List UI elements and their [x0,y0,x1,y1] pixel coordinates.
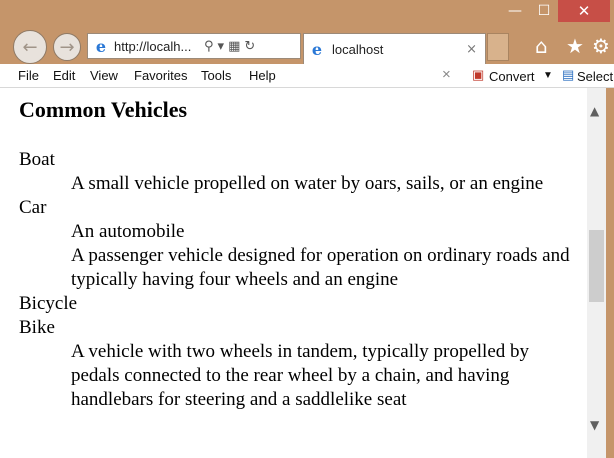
minimize-button[interactable]: — [508,3,522,19]
definition-term: Car [19,197,47,218]
back-arrow-icon: ← [22,36,38,58]
search-icon[interactable]: ⚲ [204,38,214,54]
vertical-scrollbar[interactable] [587,88,606,458]
menu-favorites[interactable]: Favorites [134,68,188,83]
maximize-button[interactable]: ☐ [537,3,551,19]
tab-favicon-icon: e [311,39,323,59]
menu-view[interactable]: View [90,68,118,83]
convert-dropdown-icon[interactable]: ▼ [543,70,553,81]
home-icon[interactable]: ⌂ [535,34,548,58]
refresh-icon[interactable]: ↻ [244,38,256,54]
definition-term: Bicycle [19,293,78,314]
menu-help[interactable]: Help [249,68,276,83]
definition-description: A small vehicle propelled on water by oars, sails, or an engine [71,173,544,194]
convert-button[interactable]: Convert [489,69,535,84]
definition-description: A passenger vehicle designed for operation on ordinary roads and typically having four wheels and an engine [71,245,570,290]
address-url[interactable]: http://localh... [114,38,192,54]
tab-localhost[interactable] [303,33,486,64]
close-button[interactable]: ✕ [558,0,610,22]
compatibility-view-icon[interactable]: ▦ [228,38,241,54]
ie-logo-icon: e [95,36,107,56]
favorites-icon[interactable]: ★ [566,34,584,58]
page-content [0,88,587,458]
definition-term: Bike [19,317,55,338]
menu-file[interactable]: File [18,68,39,83]
scroll-up-icon[interactable]: ▲ [590,104,600,118]
select-icon[interactable]: ▤ [562,67,575,82]
menubar-close-icon[interactable]: × [442,66,451,83]
menu-tools[interactable]: Tools [201,68,232,83]
new-tab-button[interactable] [487,33,509,61]
window-border [606,88,614,458]
scroll-down-icon[interactable]: ▼ [590,418,600,432]
forward-arrow-icon: → [59,36,75,58]
forward-button[interactable] [53,33,81,61]
menu-bar [0,64,614,88]
page-heading: Common Vehicles [19,97,188,122]
definition-description: An automobile [71,221,185,242]
definition-term: Boat [19,149,55,170]
convert-icon[interactable]: ▣ [472,67,485,82]
select-button[interactable]: Select [577,69,614,84]
definition-description: A vehicle with two wheels in tandem, typically propelled by pedals connected to the rear wheel by a chain, and having handlebars for steering and a saddlelike seat [71,341,530,410]
definition-list [19,148,579,412]
settings-icon[interactable]: ⚙ [592,34,610,58]
address-bar[interactable] [87,33,301,59]
tab-title: localhost [332,41,384,57]
address-dropdown-icon[interactable]: ▾ [217,38,225,54]
scroll-thumb[interactable] [589,230,604,302]
back-button[interactable] [13,30,47,64]
tab-close-icon[interactable]: × [466,41,477,57]
menu-edit[interactable]: Edit [53,68,76,83]
